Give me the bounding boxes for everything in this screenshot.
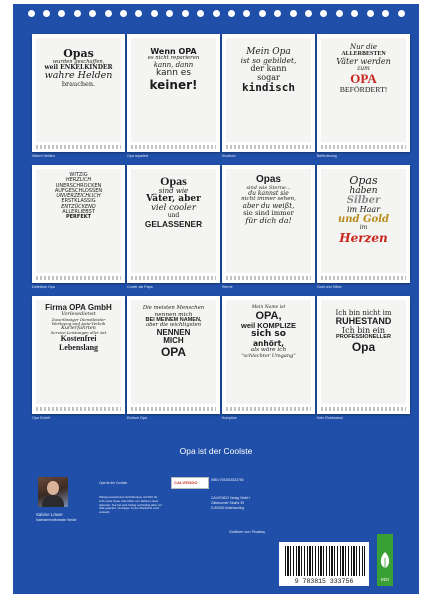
card-text-line: und Gold	[337, 213, 389, 225]
month-card-caption: Cooler als Papa	[127, 285, 153, 289]
card-text-line: RUHESTAND	[335, 316, 392, 327]
month-card	[222, 165, 315, 283]
binding-hole	[320, 10, 327, 17]
binding-hole	[367, 10, 374, 17]
barcode	[279, 542, 369, 586]
month-card	[222, 34, 315, 152]
month-calendar-strip	[321, 276, 406, 280]
binding-hole	[74, 10, 81, 17]
author-photo	[38, 477, 68, 507]
card-text-line: als wäre ich	[250, 347, 287, 354]
card-text-line: zum	[357, 65, 370, 73]
card-text-line: Herzen	[339, 230, 388, 245]
month-calendar-strip	[131, 145, 216, 149]
card-text-line: Service-Leistungen aller Art	[50, 330, 107, 336]
month-card-caption: Opa repariert	[127, 154, 149, 158]
author-role: Kalendermotivmarke Weide	[36, 518, 77, 522]
binding-hole	[105, 10, 112, 17]
calendar-title: Opa ist der Coolste	[179, 446, 253, 456]
month-calendar-strip	[226, 145, 311, 149]
card-text-line: haben	[349, 185, 378, 196]
card-text-line: es nicht reparieren	[147, 55, 200, 62]
card-text-line: Nur die	[349, 43, 378, 51]
card-text-line: ALLERBESTEN	[341, 51, 386, 58]
card-text-line: und	[167, 212, 180, 220]
month-card-artwork	[36, 38, 121, 142]
month-card	[127, 296, 220, 414]
binding-hole	[151, 10, 158, 17]
card-text-line: UNVERZEICHLICH	[56, 193, 101, 199]
month-card	[127, 34, 220, 152]
card-text-line: AUFGESCHLOSSEN	[54, 187, 103, 194]
author-name: Sabine Löwer	[36, 512, 63, 517]
binding-hole	[398, 10, 405, 17]
binding-hole	[182, 10, 189, 17]
card-text-line: "schlechter Umgang"	[241, 352, 296, 359]
binding-hole	[274, 10, 281, 17]
card-text-line: kann es	[155, 68, 192, 79]
month-card-artwork	[226, 300, 311, 404]
calendar-back-cover	[13, 4, 419, 594]
month-card	[317, 34, 410, 152]
calvendo-logo: CALVENDO	[171, 477, 209, 489]
barcode-digit-group-2: 333756	[329, 578, 354, 585]
info-panel	[13, 472, 419, 594]
card-text-line: Opas	[63, 47, 94, 60]
card-text-line: kindisch	[242, 81, 295, 95]
month-card	[127, 165, 220, 283]
publisher-line-3: D-82008 Unterhaching	[211, 506, 245, 510]
barcode-bars	[285, 546, 365, 576]
month-card-caption: Gold und Silber	[317, 285, 342, 289]
card-text-line: für dich da!	[245, 216, 292, 226]
binding-hole	[382, 10, 389, 17]
publisher-line-2: Ottobrunner Straße 39	[211, 501, 244, 505]
month-calendar-strip	[226, 407, 311, 411]
info-description: Witzige kunterbunte Schriftmotive mit Witz für echt coole Opas. Das Motiv von Sabine Löwer dekoriert. Nur bei sind Verlag rechtzeitig alles mit Hilfe geliefert, Vertragen zu der Rücksicht noch verkauft.	[99, 495, 162, 515]
card-text-line: Väter werden	[336, 56, 391, 66]
month-calendar-strip	[321, 407, 406, 411]
month-card	[317, 296, 410, 414]
card-text-line: der kann	[250, 64, 287, 74]
card-text-line: Opas	[255, 174, 281, 185]
card-text-line: Opas	[160, 174, 187, 188]
card-text-line: NENNEN	[156, 327, 191, 337]
month-calendar-strip	[321, 145, 406, 149]
info-small-title: Opa ist der Coolste	[99, 481, 128, 485]
month-card-artwork	[36, 300, 121, 404]
card-text-line: sind wie Sterne...	[246, 184, 291, 191]
card-text-line: UNERSCHROCKEN	[55, 182, 102, 189]
month-card-artwork	[226, 169, 311, 273]
binding-hole	[243, 10, 250, 17]
card-text-line: Silber	[346, 194, 381, 206]
card-text-line: OPA	[350, 71, 377, 87]
binding-hole	[43, 10, 50, 17]
card-text-line: Ich bin nicht im	[335, 309, 392, 317]
card-text-line: ALLERLIEBST	[62, 208, 95, 215]
card-text-line: GELASSENER	[144, 218, 203, 229]
card-text-line: Werkzeug und Auto-Verleih	[51, 320, 106, 326]
month-card	[32, 34, 125, 152]
card-text-line: du kannst sie	[248, 189, 289, 197]
month-card-artwork	[131, 300, 216, 404]
month-card	[32, 165, 125, 283]
card-text-line: wurden geschaffen,	[52, 58, 105, 65]
binding-hole	[228, 10, 235, 17]
card-text-line: Opa	[351, 340, 376, 355]
month-card-caption: Komplize	[222, 416, 237, 420]
binding-hole	[259, 10, 266, 17]
card-text-line: ist so gebildet,	[240, 56, 297, 66]
card-text-line: sogar	[257, 72, 280, 82]
card-text-line: Lebenslang	[58, 342, 99, 352]
card-text-line: sie sind immer	[243, 209, 294, 218]
card-text-line: Mein Opa	[246, 47, 291, 57]
card-text-line: Ich bin ein	[341, 325, 386, 335]
barcode-digit-group-1: 783815	[302, 578, 326, 585]
month-card	[317, 165, 410, 283]
month-card-caption: Opa GmbH	[32, 416, 51, 420]
month-calendar-strip	[226, 276, 311, 280]
card-text-line: BEI MEINEM NAMEN,	[145, 316, 202, 323]
binding-hole	[336, 10, 343, 17]
month-card-artwork	[321, 169, 406, 273]
eco-label-text: eco	[380, 577, 390, 583]
month-card-caption: Kein Ruhestand	[317, 416, 343, 420]
binding-hole	[351, 10, 358, 17]
card-text-line: Väter, aber	[146, 193, 201, 204]
month-card-artwork	[131, 38, 216, 142]
binding-hole	[89, 10, 96, 17]
month-calendar-strip	[131, 407, 216, 411]
card-text-line: wahre Helden	[44, 70, 113, 82]
month-card-caption: Einfach Opa	[127, 416, 147, 420]
card-text-line: anhört,	[252, 338, 285, 348]
card-text-line: im	[359, 224, 368, 232]
card-text-line: nicht immer sehen,	[241, 196, 296, 203]
binding-holes	[13, 10, 419, 20]
card-text-line: WITZIG	[69, 172, 88, 178]
card-text-line: Kostenfrei	[60, 334, 97, 344]
card-text-line: BEFÖRDERT!	[339, 84, 388, 94]
binding-hole	[197, 10, 204, 17]
card-text-line: kann, dann	[153, 60, 194, 69]
binding-hole	[28, 10, 35, 17]
barcode-digit-prefix: 9	[294, 578, 299, 585]
binding-hole	[290, 10, 297, 17]
month-calendar-strip	[36, 145, 121, 149]
card-text-line: Opas	[349, 174, 378, 187]
card-text-line: Zuverlässiger Dienstleister	[51, 316, 106, 322]
month-calendar-strip	[36, 276, 121, 280]
card-text-line: keiner!	[149, 77, 198, 92]
card-text-line: PROFESSIONELLER	[335, 334, 391, 341]
card-text-line: sich so	[251, 329, 286, 340]
eco-label-icon	[377, 534, 393, 586]
month-card-artwork	[36, 169, 121, 273]
card-text-line: Wenn OPA	[150, 47, 197, 56]
card-text-line: OPA	[160, 344, 187, 359]
card-text-line: im Haar	[346, 205, 381, 215]
month-card	[222, 296, 315, 414]
card-text-line: PERFEKT	[65, 214, 92, 220]
card-text-line: viel cooler	[151, 203, 196, 214]
month-calendar-strip	[131, 276, 216, 280]
graphics-credit: Grafiken von Pixabay	[229, 530, 266, 534]
binding-hole	[120, 10, 127, 17]
card-text-line: sind wie	[158, 186, 189, 195]
card-text-line: ENTZÜCKEND	[61, 203, 96, 210]
month-calendar-strip	[36, 407, 121, 411]
card-text-line: MICH	[163, 336, 184, 346]
month-card-caption: Sterne	[222, 285, 233, 289]
card-text-line: nennen mich	[154, 311, 193, 318]
card-text-line: Die meisten Menschen	[142, 305, 205, 311]
month-card-artwork	[321, 300, 406, 404]
month-card-caption: Definition Opa	[32, 285, 55, 289]
month-card-artwork	[131, 169, 216, 273]
binding-hole	[213, 10, 220, 17]
card-text-line: HERZLICH	[65, 177, 92, 184]
card-text-line: weil ENKELKINDER	[44, 64, 113, 71]
card-text-line: Kurierfahrten	[61, 324, 96, 331]
month-card-caption: Beförderung	[317, 154, 337, 158]
card-text-line: Vorlesedienst	[61, 311, 96, 318]
binding-hole	[135, 10, 142, 17]
isbn: ISBN 9783815333756	[211, 478, 244, 482]
month-card-caption: Kindisch	[222, 154, 236, 158]
month-card-artwork	[321, 38, 406, 142]
card-text-line: Mein Name ist	[251, 305, 286, 310]
month-card-caption: Wahre Helden	[32, 154, 55, 158]
card-text-line: aber du weißt,	[242, 201, 295, 210]
card-text-line: brauchen.	[61, 80, 96, 89]
binding-hole	[305, 10, 312, 17]
month-card	[32, 296, 125, 414]
month-card-artwork	[226, 38, 311, 142]
card-text-line: weil KOMPLIZE	[240, 321, 296, 331]
card-text-line: aber die wichtigsten	[145, 322, 201, 329]
card-text-line: ERSTKLASSIG	[61, 198, 96, 205]
binding-hole	[58, 10, 65, 17]
binding-hole	[166, 10, 173, 17]
card-text-line: Firma OPA GmbH	[45, 303, 112, 312]
publisher-line-1: CALVENDO Verlag GmbH	[211, 496, 250, 500]
card-text-line: OPA,	[255, 309, 282, 322]
